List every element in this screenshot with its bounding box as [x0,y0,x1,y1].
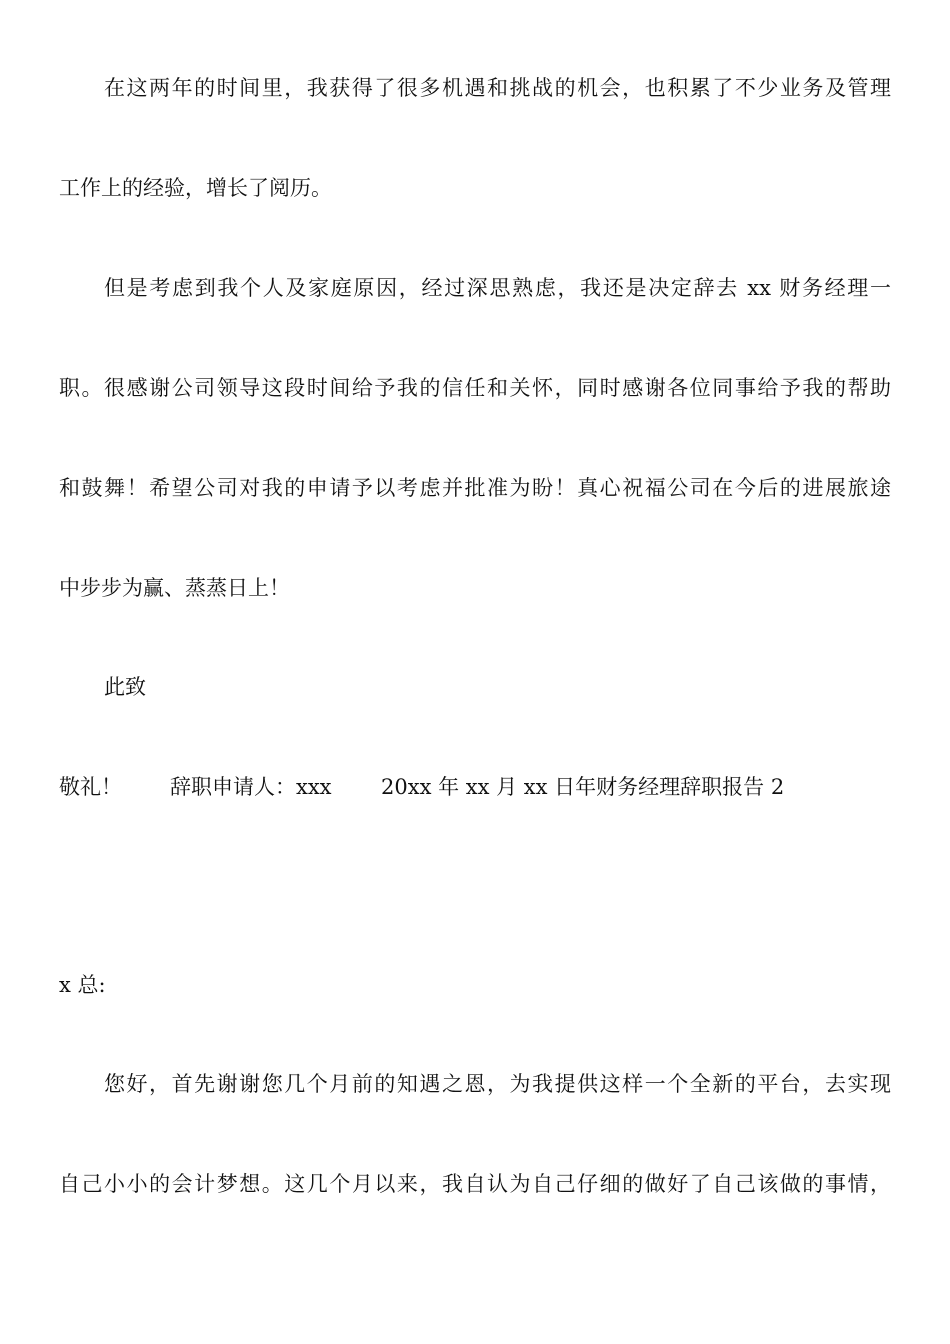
date-and-title: 20xx 年 xx 月 xx 日年财务经理辞职报告 2 [381,775,785,799]
paragraph2-line1: 但是考虑到我个人及家庭原因，经过深思熟虑，我还是决定辞去 xx 财务经理一 [104,276,891,300]
paragraph1-line1: 在这两年的时间里，我获得了很多机遇和挑战的机会，也积累了不少业务及管理 [104,76,891,100]
paragraph2-line3: 和鼓舞！希望公司对我的申请予以考虑并批准为盼！真心祝福公司在今后的进展旅途 [59,476,891,500]
applicant-signature: 辞职申请人：xxx [170,775,332,799]
letter2-line2: 自己小小的会计梦想。这几个月以来，我自认为自己仔细的做好了自己该做的事情， [59,1172,891,1196]
letter2-salutation: x 总: [59,973,106,997]
paragraph2-line2: 职。很感谢公司领导这段时间给予我的信任和关怀，同时感谢各位同事给予我的帮助 [59,376,891,400]
letter2-line1: 您好，首先谢谢您几个月前的知遇之恩，为我提供这样一个全新的平台，去实现 [104,1072,891,1096]
closing-cizhi: 此致 [104,675,146,699]
paragraph1-line2: 工作上的经验，增长了阅历。 [59,176,332,200]
paragraph2-line4: 中步步为赢、蒸蒸日上！ [59,576,290,600]
closing-jingli: 敬礼！ [59,775,122,799]
